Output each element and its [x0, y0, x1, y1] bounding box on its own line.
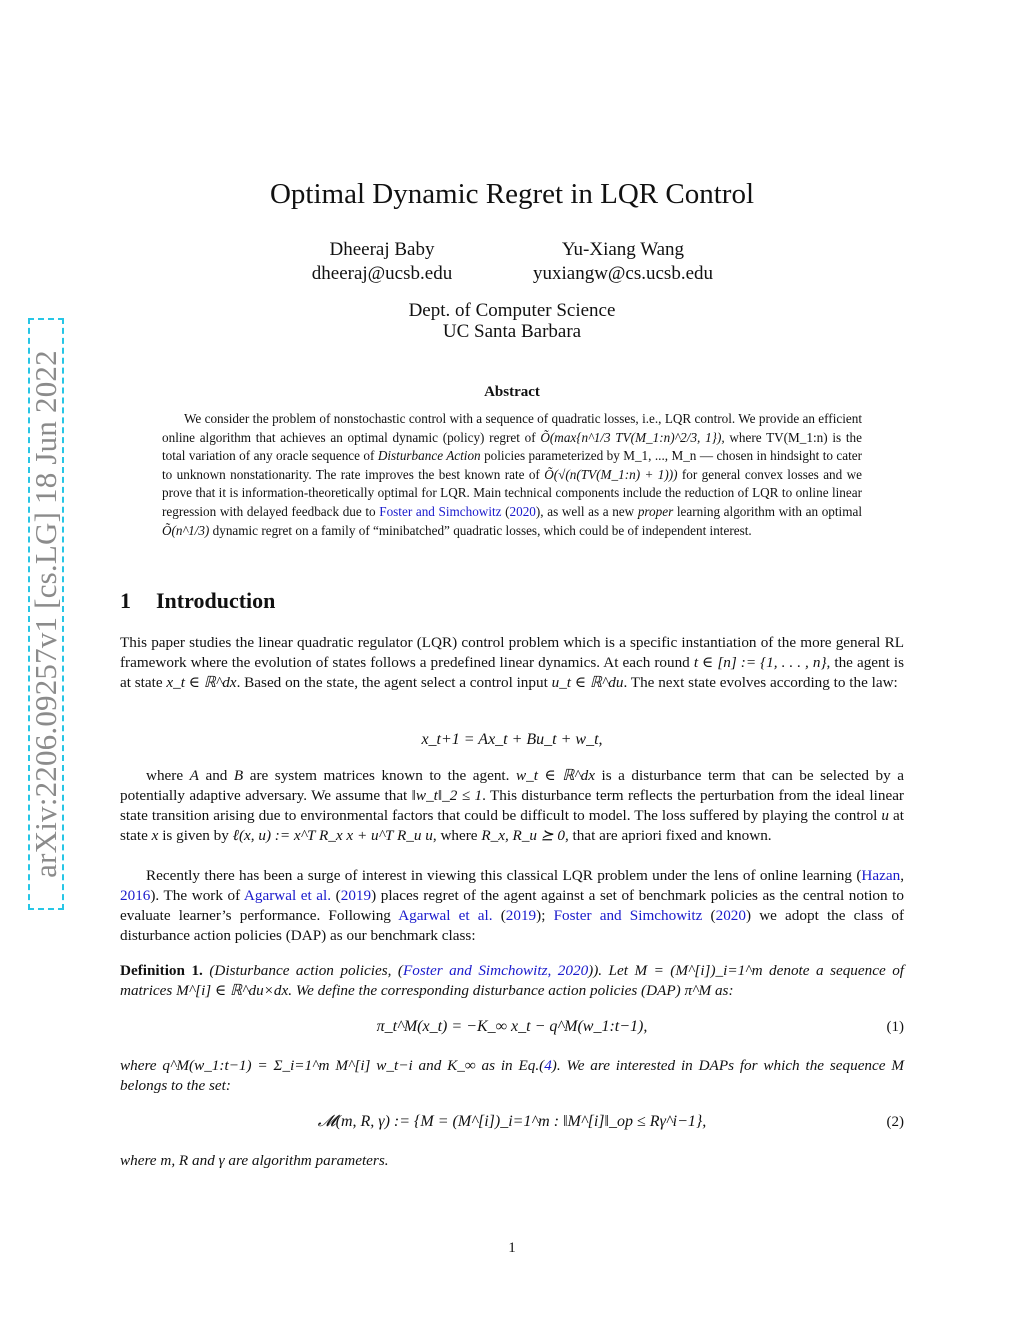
def-text-a: (Disturbance action policies, ( [202, 962, 403, 979]
after1-text-c: as in Eq.( [475, 1057, 545, 1074]
page-number: 1 [508, 1240, 516, 1256]
p3-text-b: ). The work of [150, 887, 244, 904]
affiliation [0, 300, 1024, 342]
abstract-s5: , as well as a new [540, 503, 638, 519]
p2-text-i: , that are apriori fixed and known. [564, 827, 772, 844]
p2-text-h: , where [432, 827, 482, 844]
abstract-s5-em: proper [637, 503, 674, 519]
eq4-ref-link[interactable]: 4 [544, 1057, 552, 1074]
cite-hazan-year-link[interactable]: 2016 [120, 887, 151, 904]
abstract-s2: where TV(M_1:n) is the total variation of any oracle sequence of [162, 429, 862, 464]
def-text-b: )). Let [588, 962, 635, 979]
p1-text-a: This paper studies the linear quadratic regulator (LQR) control problem which is a specific instantiation of the more general RL framework where the evolution of states follows a predefined linear dynamics. At each round [120, 634, 904, 671]
after2-text-c: are algorithm parameters. [224, 1152, 389, 1169]
def-cite-link[interactable]: Foster and Simchowitz, 2020 [402, 962, 589, 979]
section-number: 1 [120, 588, 131, 613]
section-heading [120, 588, 275, 614]
after2-math-1: m, R [160, 1152, 189, 1169]
definition-1 [120, 961, 904, 1001]
abstract-rate1: Õ(max{n^1/3 TV(M_1:n)^2/3, 1}), [540, 429, 725, 445]
abstract-rate2: Õ(√(n(TV(M_1:n) + 1))) [544, 466, 678, 482]
definition-heading: Definition 1. [120, 962, 203, 979]
p2-text-c: are system matrices known to the agent. [243, 767, 516, 784]
abstract-s6: learning algorithm with an optimal [673, 503, 862, 519]
p2-text-d: is a disturbance term that can be selected by a potentially adaptive adversary. We assume that [120, 767, 904, 804]
def-text-e: as: [711, 982, 734, 999]
equation-1-number: (1) [886, 1019, 904, 1035]
paragraph-after-eq1 [120, 1056, 904, 1096]
affiliation-dept: Dept. of Computer Science [408, 300, 616, 321]
after1-text-e: belongs to the set: [120, 1077, 231, 1094]
cite-foster-year-link[interactable]: 2020 [509, 503, 536, 519]
p1-math-1: t ∈ [n] := {1, . . . , n} [693, 654, 827, 671]
def-text-c: denote a sequence of matrices [120, 962, 905, 999]
abstract-s4: for general convex losses and we prove that it is information-theoretically optimal for LQR. Main technical components include the reduction of LQR to online linear regression with delayed feedback due to [162, 466, 862, 519]
p2-text-b: and [198, 767, 234, 784]
after1-text-d: ). We are interested in DAPs for which the sequence [551, 1057, 892, 1074]
def-math-3: π^M [684, 982, 712, 999]
p1-math-2: x_t ∈ ℝ^dx [166, 674, 237, 691]
p1-text-c: . Based on the state, the agent select a control input [236, 674, 552, 691]
equation-dynamics: x_t+1 = Ax_t + Bu_t + w_t, [421, 731, 603, 748]
p2-text-g: is given by [158, 827, 233, 844]
paragraph-after-eq2 [120, 1151, 904, 1171]
author-2 [518, 238, 728, 286]
p1-text-d: . The next state evolves according to the law: [623, 674, 898, 691]
abstract-heading: Abstract [484, 384, 540, 400]
p2-var-u: u [881, 807, 890, 824]
equation-2: 𝓜(m, R, γ) := {M = (M^[i])_i=1^m : ‖M^[i]‖_op ≤ Rγ^i−1}, [317, 1113, 707, 1130]
after1-text-b: and [412, 1057, 448, 1074]
cite-foster-year-link-2[interactable]: 2020 [715, 907, 746, 924]
cite-agarwal-link[interactable]: Agarwal et al. [243, 887, 332, 904]
section-title: Introduction [156, 588, 276, 613]
p2-var-x: x [151, 827, 159, 844]
after1-math-1: q^M(w_1:t−1) = Σ_i=1^m M^[i] w_t−i [162, 1057, 413, 1074]
after2-math-2: γ [218, 1152, 225, 1169]
abstract-s2-em: Disturbance Action [377, 448, 481, 464]
p2-text-a: where [146, 767, 190, 784]
cite-agarwal-link-2[interactable]: Agarwal et al. [398, 907, 493, 924]
abstract-s3: policies parameterized by M_1, ..., M_n — chosen in hindsight to cater to unknown nonstationarity. The rate improves the best known rate of [162, 448, 862, 482]
abstract-body: We consider the problem of nonstochastic control with a sequence of quadratic losses, i.e., LQR control. We provide an efficient online algorithm that achieves an optimal dynamic (policy) regret of Õ(max{n^1/3 TV(M_1:n)^2/3, 1}), where TV(M_1:n) is the total variation of any oracle sequence of Disturbance Action policies parameterized by M_1, ..., M_n — chosen in hindsight to cater to unknown nonstationarity. The rate improves the best known rate of Õ(√(n(TV(M_1:n) + 1))) for general convex losses and we prove that it is information-theoretically optimal for LQR. Main technical components include the reduction of LQR to online linear regression with delayed feedback due to Foster and Simchowitz (2020), as well as a new proper learning algorithm with an optimal Õ(n^1/3) dynamic regret on a family of “minibatched” quadratic losses, which could be of independent interest. [162, 411, 862, 538]
p3-text-a: Recently there has been a surge of interest in viewing this classical LQR problem under the lens of online learning ( [146, 867, 862, 884]
p2-math-3: ℓ(x, u) := x^T R_x x + u^T R_u u [232, 827, 433, 844]
p1-text-b: , the agent is at state [120, 654, 904, 691]
after2-text-b: and [188, 1152, 219, 1169]
equation-1: π_t^M(x_t) = −K_∞ x_t − q^M(w_1:t−1), [376, 1018, 648, 1035]
intro-paragraph-3: Recently there has been a surge of interest in viewing this classical LQR problem under the lens of online learning (Hazan, 2016). The work of Agarwal et al. (2019) places regret of the agent against a set of benchmark policies as the central notion to evaluate learner’s performance. Following Agarwal et al. (2019); Foster and Simchowitz (2020) we adopt the class of disturbance action policies (DAP) as our benchmark class: [120, 867, 905, 944]
after1-text-a: where [120, 1057, 163, 1074]
affiliation-university: UC Santa Barbara [442, 321, 582, 342]
def-math-2: M^[i] ∈ ℝ^du×dx [176, 982, 289, 999]
def-math-1: M = (M^[i])_i=1^m [634, 962, 763, 979]
cite-hazan-link[interactable]: Hazan [861, 867, 901, 884]
intro-paragraph-2 [120, 766, 904, 846]
p2-math-4: R_x, R_u ⪰ 0 [481, 827, 565, 844]
equation-2-number: (2) [886, 1114, 904, 1130]
p2-var-b: B [233, 767, 244, 784]
p2-text-f: at state [120, 807, 904, 844]
abstract-rate3: Õ(n^1/3) [162, 522, 210, 538]
p2-text-e: . This disturbance term reflects the perturbation from the ideal linear state transition arising due to environmental factors that could be difficult to model. The loss suffered by playing the control [120, 787, 904, 824]
p2-var-a: A [189, 767, 199, 784]
p1-math-3: u_t ∈ ℝ^du [551, 674, 624, 691]
after2-text-a: where [120, 1152, 161, 1169]
cite-foster-link-2[interactable]: Foster and Simchowitz [553, 907, 703, 924]
abstract-s1: We consider the problem of nonstochastic control with a sequence of quadratic losses, i.e., LQR control. We provide an efficient online algorithm that achieves an optimal dynamic (policy) regret of [162, 411, 862, 445]
author-2-name: Yu-Xiang Wang [561, 239, 685, 260]
author-2-email: yuxiangw@cs.ucsb.edu [532, 263, 714, 284]
p2-math-2: ‖w_t‖_2 ≤ 1 [411, 787, 483, 804]
arxiv-stamp-text: arXiv:2206.09257v1 [cs.LG] 18 Jun 2022 [28, 350, 63, 878]
cite-foster-link[interactable]: Foster and Simchowitz [379, 503, 502, 519]
cite-agarwal-year-link[interactable]: 2019 [340, 887, 372, 904]
after1-var-m: M [891, 1057, 904, 1074]
cite-agarwal-year-link-2[interactable]: 2019 [505, 907, 537, 924]
author-1 [292, 238, 472, 286]
p3-text-e: we adopt the class of disturbance action policies (DAP) as our benchmark class: [120, 907, 905, 944]
arxiv-stamp [28, 318, 64, 910]
abstract-s7: dynamic regret on a family of “minibatched” quadratic losses, which could be of independent interest. [209, 522, 752, 538]
p3-text-c: places regret of the agent against a set of benchmark policies as the central notion to evaluate learner’s performance. Following [120, 887, 904, 924]
paper-title: Optimal Dynamic Regret in LQR Control [269, 178, 755, 210]
p2-math-1: w_t ∈ ℝ^dx [515, 767, 595, 784]
author-1-email: dheeraj@ucsb.edu [311, 263, 453, 284]
intro-paragraph-1 [120, 633, 904, 693]
author-1-name: Dheeraj Baby [329, 239, 435, 260]
p3-text-d: ; [541, 907, 554, 924]
def-text-d: . We define the corresponding disturbance action policies (DAP) [288, 982, 685, 999]
after1-math-2: K_∞ [447, 1057, 476, 1074]
